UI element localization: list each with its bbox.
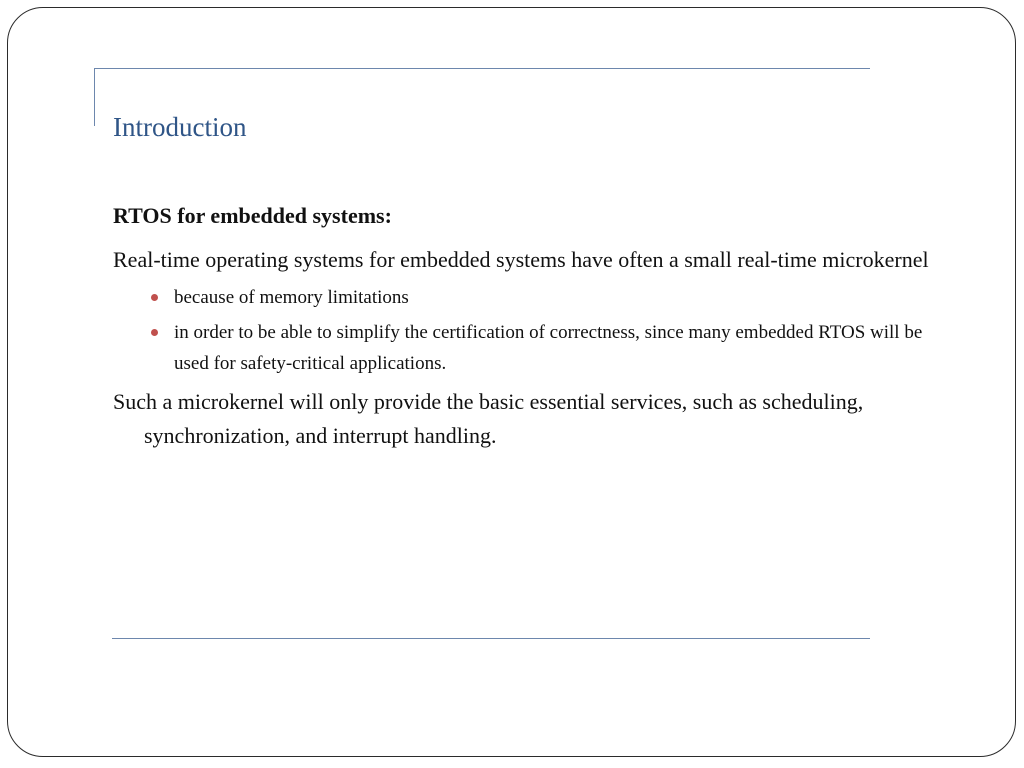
title-left-rule — [94, 68, 95, 126]
list-item — [113, 317, 958, 379]
list-item — [113, 282, 958, 313]
reasons-list — [113, 282, 958, 379]
slide-body — [113, 200, 958, 458]
slide-title: Introduction — [113, 112, 247, 142]
footer-rule — [112, 638, 870, 639]
paragraph-microkernel: Real-time operating systems for embedded systems have often a small real-time microkernel — [113, 247, 929, 272]
paragraph-services: Such a microkernel will only provide the basic essential services, such as scheduling, synchronization, and interrupt handling. — [113, 389, 864, 448]
list-item-text: in order to be able to simplify the certification of correctness, since many embedded RTOS will be used for safety-critical applications. — [174, 322, 923, 374]
bullet-dot-icon — [151, 294, 158, 301]
section-heading: RTOS for embedded systems: — [113, 203, 392, 228]
list-item-text: because of memory limitations — [174, 287, 409, 308]
bullet-dot-icon — [151, 329, 158, 336]
title-top-rule — [94, 68, 870, 69]
